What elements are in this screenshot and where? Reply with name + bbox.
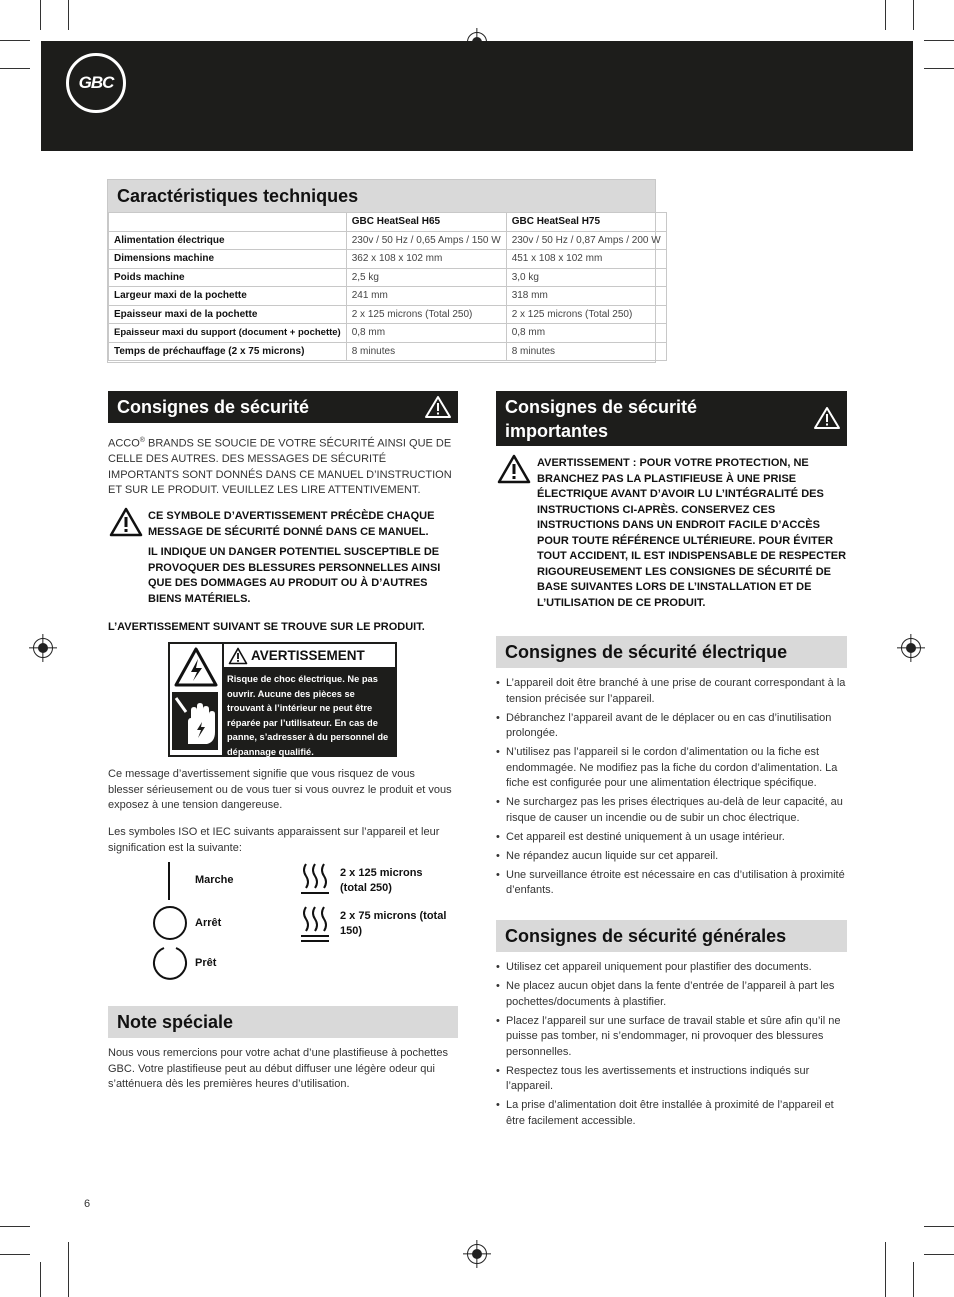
off-symbol-icon xyxy=(153,906,187,940)
table-row xyxy=(109,324,667,343)
crop-mark xyxy=(885,0,886,30)
off-label: Arrêt xyxy=(195,917,222,929)
crop-mark xyxy=(0,40,30,41)
important-title xyxy=(496,391,847,446)
general-title-text: Consignes de sécurité générales xyxy=(505,925,787,946)
heat-125-icon xyxy=(300,862,330,898)
warning-triangle-icon xyxy=(424,395,452,419)
important-title-text: Consignes de sécurité importantes xyxy=(505,396,698,441)
general-title xyxy=(496,920,847,952)
warning-label-title xyxy=(224,644,395,669)
symbol-note: CE SYMBOLE D’AVERTISSEMENT PRÉCÈDE CHAQUE MESSAGE DE SÉCURITÉ DONNÉ DANS CE MANUEL. xyxy=(148,510,435,538)
table-cell: Largeur maxi de la pochette xyxy=(109,287,347,306)
note-text: Nous vous remercions pour votre achat d’une plastifieuse à pochettes GBC. Votre plastifieuse peut au début diffuser une légère odeur qui s’atténuera dès les premières heures d’utilisation. xyxy=(108,1047,448,1090)
table-cell: 241 mm xyxy=(346,287,506,306)
warning-label-body: Risque de choc électrique. Ne pas ouvrir. Aucune des pièces se trouvant à l’intérieur ne peut être réparée par l’utilisateur. En cas de panne, s’adresser à du personnel de dépannage qualifié. xyxy=(224,669,395,755)
warning-triangle-icon xyxy=(497,454,531,484)
table-row xyxy=(109,287,667,306)
intro-rest: BRANDS SE SOUCIE DE VOTRE SÉCURITÉ AINSI QUE DE CELLE DES AUTRES. DES MESSAGES DE SÉCURITÉ IMPORTANTS SONT DONNÉS DANS CE MANUEL D’INSTRUCTION ET SUR LE PRODUIT. VEUILLEZ LES LIRE ATTENTIVEMENT. xyxy=(108,437,452,497)
crop-mark xyxy=(924,1254,954,1255)
warning-label-icons xyxy=(170,644,224,755)
list-item: • Cet appareil est destiné uniquement à un usage intérieur. xyxy=(496,830,847,846)
table-row xyxy=(109,305,667,324)
list-item: • Respectez tous les avertissements et instructions indiqués sur l’appareil. xyxy=(496,1064,847,1095)
table-header-row xyxy=(109,213,667,232)
crop-mark xyxy=(40,1262,41,1297)
danger-note: IL INDIQUE UN DANGER POTENTIEL SUSCEPTIBLE DE PROVOQUER DES BLESSURES PERSONNELLES AINSI QUE DES DOMMAGES AU PRODUIT OU À D’AUTRES BIENS MATÉRIELS. xyxy=(148,546,441,605)
crop-mark xyxy=(913,0,914,30)
note-title-text: Note spéciale xyxy=(117,1011,234,1032)
table-row xyxy=(109,268,667,287)
crop-mark xyxy=(68,1242,69,1297)
table-cell: Dimensions machine xyxy=(109,250,347,269)
tech-specs-table xyxy=(108,212,667,361)
logo-text: GBC xyxy=(78,73,114,92)
list-item: • Ne répandez aucun liquide sur cet appareil. xyxy=(496,849,847,865)
crop-mark xyxy=(68,0,69,30)
table-row xyxy=(109,342,667,361)
crop-mark xyxy=(924,68,954,69)
tech-specs-title xyxy=(108,180,655,212)
warning-triangle-icon xyxy=(109,507,143,537)
table-cell: Epaisseur maxi du support (document + pochette) xyxy=(109,324,347,343)
table-cell: 3,0 kg xyxy=(506,268,666,287)
table-header-cell xyxy=(109,213,347,232)
table-cell: 318 mm xyxy=(506,287,666,306)
table-cell: 2 x 125 microns (Total 250) xyxy=(346,305,506,324)
electric-title xyxy=(496,636,847,668)
table-cell: 2,5 kg xyxy=(346,268,506,287)
table-cell: 230v / 50 Hz / 0,65 Amps / 150 W xyxy=(346,231,506,250)
ready-symbol-icon xyxy=(151,945,189,981)
ready-label: Prêt xyxy=(195,957,217,969)
table-cell: Alimentation électrique xyxy=(109,231,347,250)
registered-mark: ® xyxy=(139,437,145,444)
table-row xyxy=(109,250,667,269)
safety-title xyxy=(108,391,458,423)
list-item: • Utilisez cet appareil uniquement pour plastifier des documents. xyxy=(496,960,847,976)
electric-title-text: Consignes de sécurité électrique xyxy=(505,641,788,662)
warning-label xyxy=(168,642,397,757)
table-cell: Temps de préchauffage (2 x 75 microns) xyxy=(109,342,347,361)
page-number: 6 xyxy=(84,1198,91,1210)
list-item: • Une surveillance étroite est nécessaire en cas d’utilisation à proximité d’enfants. xyxy=(496,868,847,899)
symbols-intro: Les symboles ISO et IEC suivants apparaissent sur l’appareil et leur signification est la suivante: xyxy=(108,826,440,854)
message-meaning: Ce message d’avertissement signifie que vous risquez de vous blesser sérieusement ou de vous tuer si vous ouvrez le produit et vous exposez à une tension dangereuse. xyxy=(108,768,452,811)
registration-mark-icon xyxy=(33,638,53,658)
table-cell: 0,8 mm xyxy=(506,324,666,343)
important-text: AVERTISSEMENT : POUR VOTRE PROTECTION, NE BRANCHEZ PAS LA PLASTIFIEUSE À UNE PRISE ÉLECTRIQUE AVANT D’AVOIR LU L’INTÉGRALITÉ DES INSTRUCTIONS CI-APRÈS. CONSERVEZ CES INSTRUCTIONS DANS UN ENDROIT FACILE D’ACCÈS POUR TOUTE RÉFÉRENCE ULTÉRIEURE. POUR ÉVITER TOUT ACCIDENT, IL EST INDISPENSABLE DE RESPECTER RIGOUREUSEMENT LES CONSIGNES DE SÉCURITÉ DE BASE SUIVANTES LORS DE L’INSTALLATION ET DE L’UTILISATION DE CE PRODUIT. xyxy=(537,457,847,609)
table-cell: 8 minutes xyxy=(506,342,666,361)
warning-label-title-text: AVERTISSEMENT xyxy=(251,648,365,663)
electric-shock-triangle-icon xyxy=(174,647,218,687)
table-cell: 8 minutes xyxy=(346,342,506,361)
list-item: • Débranchez l’appareil avant de le déplacer ou en cas d’inutilisation prolongée. xyxy=(496,711,847,742)
heat-125-label: 2 x 125 microns (total 250) xyxy=(340,867,423,894)
list-item: • Ne surchargez pas les prises électriques au-delà de leur capacité, au risque de causer un incendie ou de subir un choc électrique. xyxy=(496,795,847,826)
heat-75-icon xyxy=(300,905,330,945)
note-title xyxy=(108,1006,458,1038)
crop-mark xyxy=(0,1254,30,1255)
crop-mark xyxy=(40,0,41,30)
product-warning-intro: L’AVERTISSEMENT SUIVANT SE TROUVE SUR LE PRODUIT. xyxy=(108,621,425,633)
tech-specs-title-text: Caractéristiques techniques xyxy=(117,185,359,206)
electric-list xyxy=(496,676,847,902)
crop-mark xyxy=(885,1242,886,1297)
list-item: • L’appareil doit être branché à une prise de courant correspondant à la tension précisée sur l’appareil. xyxy=(496,676,847,707)
crop-mark xyxy=(913,1262,914,1297)
table-cell: 0,8 mm xyxy=(346,324,506,343)
gbc-logo xyxy=(66,53,126,113)
hand-shock-icon xyxy=(172,692,218,750)
table-cell: 362 x 108 x 102 mm xyxy=(346,250,506,269)
safety-title-text: Consignes de sécurité xyxy=(117,396,310,417)
table-cell: Poids machine xyxy=(109,268,347,287)
registration-mark-icon xyxy=(467,1244,487,1264)
list-item: • La prise d’alimentation doit être installée à proximité de l’appareil et être facilement accessible. xyxy=(496,1098,847,1129)
crop-mark xyxy=(924,1226,954,1227)
table-cell: 230v / 50 Hz / 0,87 Amps / 200 W xyxy=(506,231,666,250)
intro-acco: ACCO xyxy=(108,437,140,450)
safety-intro xyxy=(108,433,453,499)
list-item: • Placez l’appareil sur une surface de travail stable et sûre afin qu’il ne puisse pas tomber, ni s’endommager, ni provoquer des blessures personnelles. xyxy=(496,1014,847,1061)
table-cell: 2 x 125 microns (Total 250) xyxy=(506,305,666,324)
table-cell: 451 x 108 x 102 mm xyxy=(506,250,666,269)
warning-triangle-icon xyxy=(813,406,841,430)
table-cell: Epaisseur maxi de la pochette xyxy=(109,305,347,324)
registration-mark-icon xyxy=(901,638,921,658)
on-symbol-icon xyxy=(168,862,170,900)
crop-mark xyxy=(0,68,30,69)
crop-mark xyxy=(0,1226,30,1227)
general-list xyxy=(496,960,847,1133)
table-header-cell: GBC HeatSeal H75 xyxy=(506,213,666,232)
warning-triangle-icon xyxy=(228,647,248,665)
crop-mark xyxy=(924,40,954,41)
table-header-cell: GBC HeatSeal H65 xyxy=(346,213,506,232)
header-band xyxy=(41,41,913,151)
list-item: • Ne placez aucun objet dans la fente d’entrée de l’appareil à part les pochettes/documents à plastifier. xyxy=(496,979,847,1010)
heat-75-label: 2 x 75 microns (total 150) xyxy=(340,910,447,937)
on-label: Marche xyxy=(195,874,234,886)
table-row xyxy=(109,231,667,250)
list-item: • N’utilisez pas l’appareil si le cordon d’alimentation ou la fiche est endommagée. Ne modifiez pas la fiche du cordon d’alimentation. La fiche est configurée pour une alimentation électrique spécifique. xyxy=(496,745,847,792)
